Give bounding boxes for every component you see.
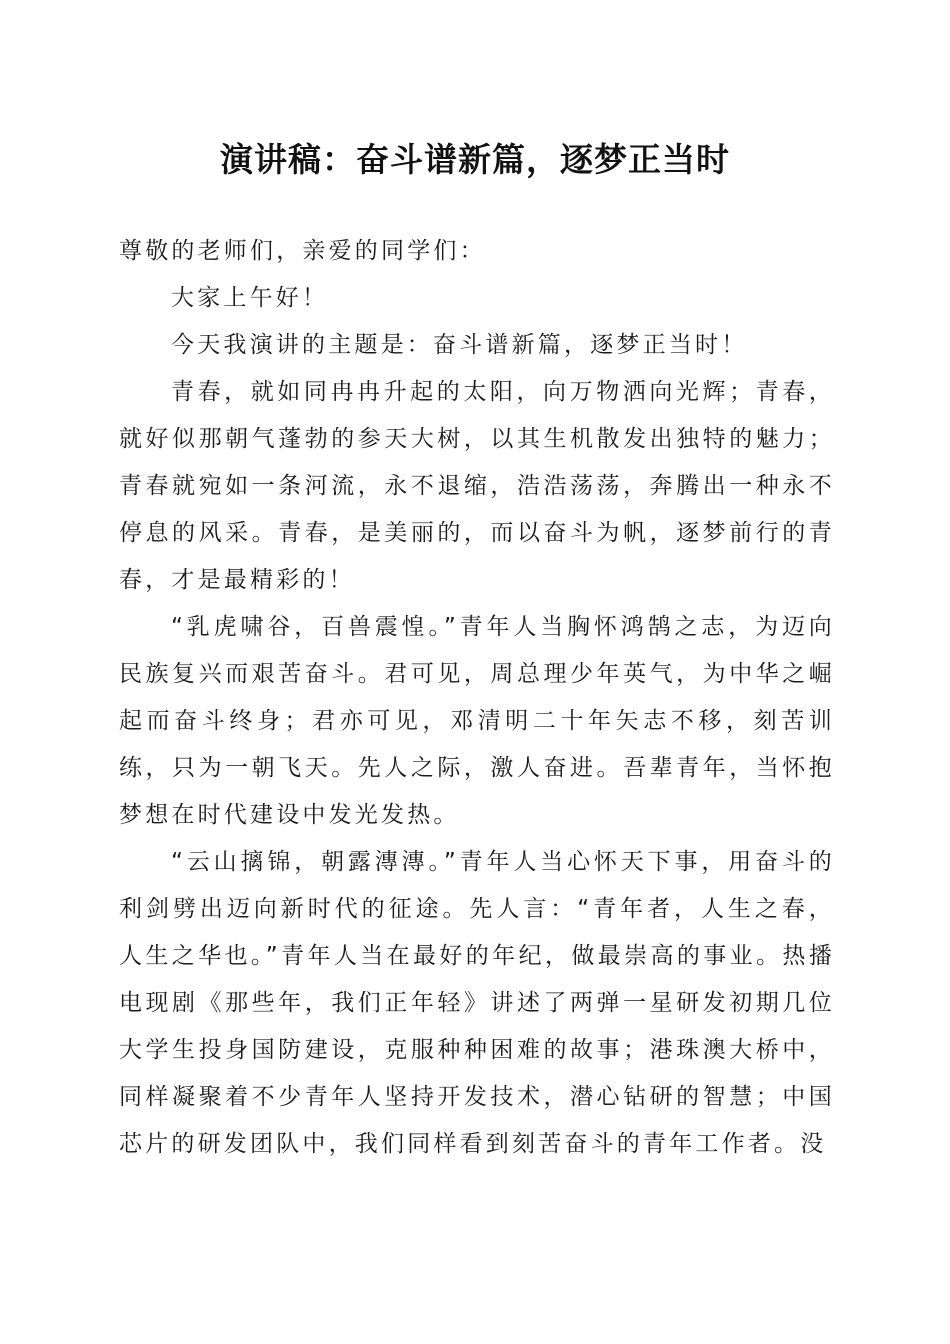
paragraph-greeting: 大家上午好！ [171,285,329,311]
paragraph-youth: 青春，就如同冉冉升起的太阳，向万物洒向光辉；青春，就好似那朝气蓬勃的参天大树，以其生机散发出独特的魅力；青春就宛如一条河流，永不退缩，浩浩荡荡，奔腾出一种永不停息的风采。青春，是美丽的，而以奋斗为帆，逐梦前行的青春，才是最精彩的！ [119,379,835,593]
document-title: 演讲稿：奋斗谱新篇，逐梦正当时 [220,140,730,179]
paragraph-topic: 今天我演讲的主题是：奋斗谱新篇，逐梦正当时！ [171,332,748,358]
salutation: 尊敬的老师们，亲爱的同学们： [119,238,486,264]
document-body [119,228,835,1168]
paragraph-ambition: “乳虎啸谷，百兽震惶。”青年人当胸怀鸿鹄之志，为迈向民族复兴而艰苦奋斗。君可见，周总理少年英气，为中华之崛起而奋斗终身；君亦可见，邓清明二十年矢志不移，刻苦训练，只为一朝飞天。先人之际，激人奋进。吾辈青年，当怀抱梦想在时代建设中发光发热。 [119,614,835,828]
paragraph-mission: “云山摛锦，朝露漙漙。”青年人当心怀天下事，用奋斗的利剑劈出迈向新时代的征途。先人言：“青年者，人生之春，人生之华也。”青年人当在最好的年纪，做最崇高的事业。热播电现剧《那些年，我们正年轻》讲述了两弹一星研发初期几位大学生投身国防建设，克服种种困难的故事；港珠澳大桥中，同样凝聚着不少青年人坚持开发技术，潜心钻研的智慧；中国芯片的研发团队中，我们同样看到刻苦奋斗的青年工作者。没 [119,849,835,1157]
